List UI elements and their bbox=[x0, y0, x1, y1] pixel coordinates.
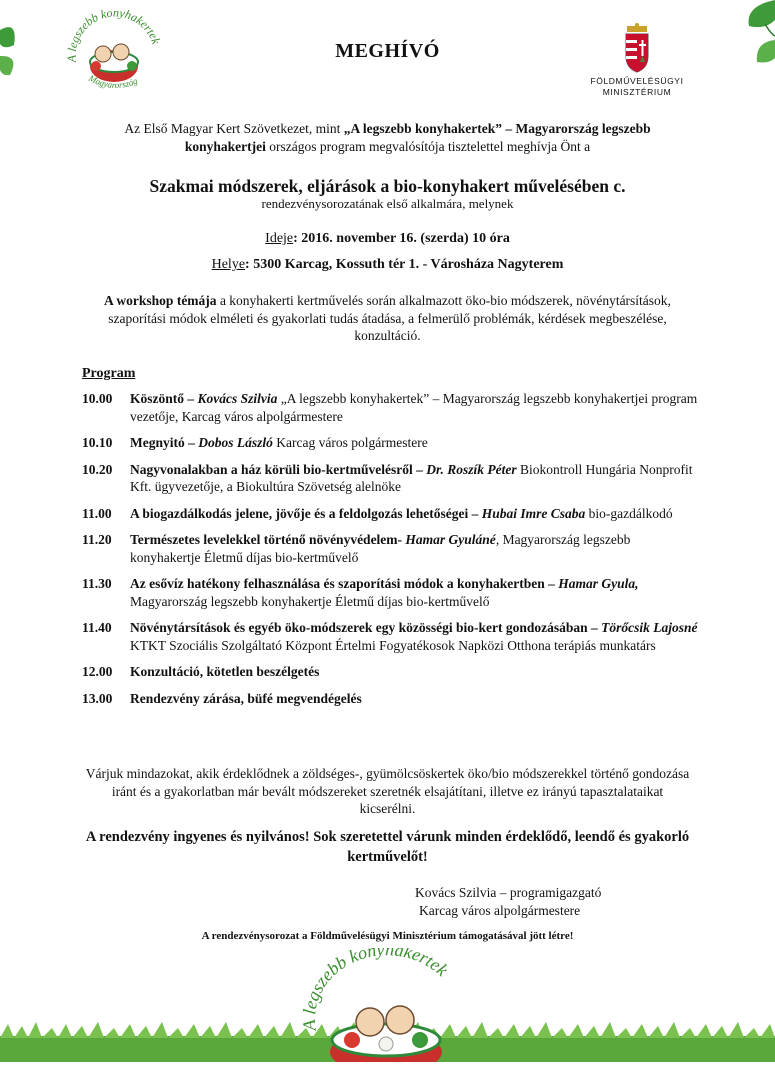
program-time: 10.10 bbox=[82, 435, 113, 450]
program-person: Dr. Roszík Péter bbox=[426, 461, 517, 477]
program-title: Nagyvonalakban a ház körüli bio-kertművelésről – bbox=[130, 461, 427, 477]
program-title: Növénytársítások és egyéb öko-módszerek egy közösségi bio-kert gondozásában – bbox=[130, 620, 602, 635]
program-desc: KTKT Szociális Szolgáltató Központ Értelmi Fogyatékosok Napközi Otthona terápiás munkatárs bbox=[130, 637, 656, 653]
program-person: Kovács Szilvia bbox=[197, 391, 278, 406]
program-desc: Biokontroll Hungária Nonprofit Kft. ügyvezetője, a Biokultúra Szövetség alelnöke bbox=[130, 461, 693, 494]
ministry-name-line2: MINISZTÉRIUM bbox=[602, 87, 672, 97]
event-title: Szakmai módszerek, eljárások a bio-konyhakert művelésében c. bbox=[149, 176, 626, 196]
program-heading: Program bbox=[82, 366, 136, 381]
program-item bbox=[82, 461, 702, 496]
program-item bbox=[82, 690, 702, 708]
program-person: Hubai Imre Csaba bbox=[481, 505, 586, 521]
program-title: Konzultáció, kötetlen beszélgetés bbox=[130, 664, 320, 679]
program-desc: , Magyarország legszebb konyhakertje Életmű díjas bio-kertművelő bbox=[130, 532, 631, 565]
coat-of-arms-icon bbox=[582, 22, 692, 74]
program-person: Dobos László bbox=[198, 435, 273, 450]
page-title: MEGHÍVÓ bbox=[335, 40, 440, 62]
program-item bbox=[82, 575, 702, 610]
program-title: A biogazdálkodás jelene, jövője és a feldolgozás lehetőségei – bbox=[130, 505, 482, 521]
program-time: 13.00 bbox=[82, 690, 113, 706]
program-title: Az esővíz hatékony felhasználása és szaporítási módok a konyhakertben – bbox=[130, 576, 559, 591]
program-list bbox=[82, 390, 702, 707]
date-value: : 2016. november 16. (szerda) 10 óra bbox=[293, 231, 510, 246]
program-time: 11.00 bbox=[82, 505, 112, 521]
program-person: Hamar Gyula, bbox=[558, 576, 639, 591]
program-person: Hamar Gyuláné bbox=[405, 532, 496, 547]
program-person: Törőcsik Lajosné bbox=[601, 620, 698, 635]
program-title: Természetes levelekkel történő növényvédelem- bbox=[130, 532, 406, 547]
intro-text-part2: országos program megvalósítója tisztelettel meghívja Önt a bbox=[265, 138, 591, 154]
program-title: Megnyitó – bbox=[130, 435, 199, 450]
signature-block bbox=[395, 884, 655, 919]
workshop-lead: A workshop témája bbox=[104, 293, 217, 308]
location-value: : 5300 Karcag, Kossuth tér 1. - Városháza Nagyterem bbox=[245, 257, 564, 272]
workshop-description bbox=[90, 292, 685, 345]
event-location bbox=[80, 257, 695, 273]
bottom-logo-graphic-icon bbox=[290, 948, 480, 1062]
intro-paragraph bbox=[90, 120, 685, 155]
workshop-text: a konyhakerti kertművelés során alkalmazott öko-bio módszerek, növénytársítások, szaporítási módok elméleti és gyakorlati tudás átadása, a felmerülő problémák, kérdések megbeszélése, konzultáció. bbox=[108, 293, 671, 343]
program-item bbox=[82, 531, 702, 566]
program-time: 10.20 bbox=[82, 461, 113, 477]
signature-role: Karcag város alpolgármestere bbox=[419, 902, 581, 918]
ministry-name bbox=[572, 76, 702, 98]
intro-program-name: „A legszebb konyhakertek” – Magyarország legszebb konyhakertjei bbox=[184, 121, 651, 154]
date-label: Ideje bbox=[265, 231, 294, 246]
program-desc: bio-gazdálkodó bbox=[585, 505, 673, 521]
program-desc: Karcag város polgármestere bbox=[272, 435, 428, 450]
program-time: 11.30 bbox=[82, 576, 112, 591]
program-time: 10.00 bbox=[82, 391, 113, 406]
program-desc: „A legszebb konyhakertek” – Magyarország legszebb konyhakertjei program vezetője, Karcag város alpolgármestere bbox=[130, 391, 698, 424]
program-desc: Magyarország legszebb konyhakertje Életmű díjas bio-kertművelő bbox=[130, 593, 490, 609]
location-label: Helye bbox=[211, 257, 246, 272]
signature-name: Kovács Szilvia – programigazgató bbox=[415, 885, 602, 900]
svg-text:A legszebb konyhakertek: A legszebb konyhakertek bbox=[64, 10, 164, 63]
event-date bbox=[80, 231, 695, 247]
svg-text:A legszebb konyhakertek: A legszebb konyhakertek bbox=[298, 948, 453, 1032]
program-item bbox=[82, 663, 702, 681]
free-entry-notice: A rendezvény ingyenes és nyilvános! Sok szeretettel várunk minden érdeklődő, leendő és gyakorló kertművelőt! bbox=[85, 829, 690, 865]
ministry-name-line1: FÖLDMŰVELÉSÜGYI bbox=[590, 76, 684, 86]
program-item bbox=[82, 434, 702, 452]
program-time: 11.20 bbox=[82, 532, 112, 547]
program-item bbox=[82, 390, 702, 425]
program-title: Rendezvény zárása, büfé megvendégelés bbox=[130, 690, 362, 706]
event-subtitle: rendezvénysorozatának első alkalmára, melynek bbox=[261, 196, 514, 211]
sponsor-note: A rendezvénysorozat a Földművelésügyi Minisztérium támogatásával jött létre! bbox=[201, 930, 574, 942]
closing-paragraph: Várjuk mindazokat, akik érdeklődnek a zöldséges-, gyümölcsöskertek öko/bio módszerekkel történő gondozása iránt és a gyakorlatban már bevált módszereket szeretnék elsajátítani, illetve ez irányú tapasztalataikat kicserélni. bbox=[85, 766, 690, 816]
svg-text:Magyarország: Magyarország bbox=[87, 73, 139, 91]
intro-text-part1: Az Első Magyar Kert Szövetkezet, mint bbox=[124, 121, 344, 136]
program-time: 12.00 bbox=[82, 664, 113, 679]
program-time: 11.40 bbox=[82, 620, 112, 635]
program-item bbox=[82, 505, 702, 523]
program-title: Köszöntő – bbox=[130, 391, 198, 406]
program-item bbox=[82, 619, 702, 654]
bottom-konyhakertek-logo bbox=[290, 948, 480, 1062]
